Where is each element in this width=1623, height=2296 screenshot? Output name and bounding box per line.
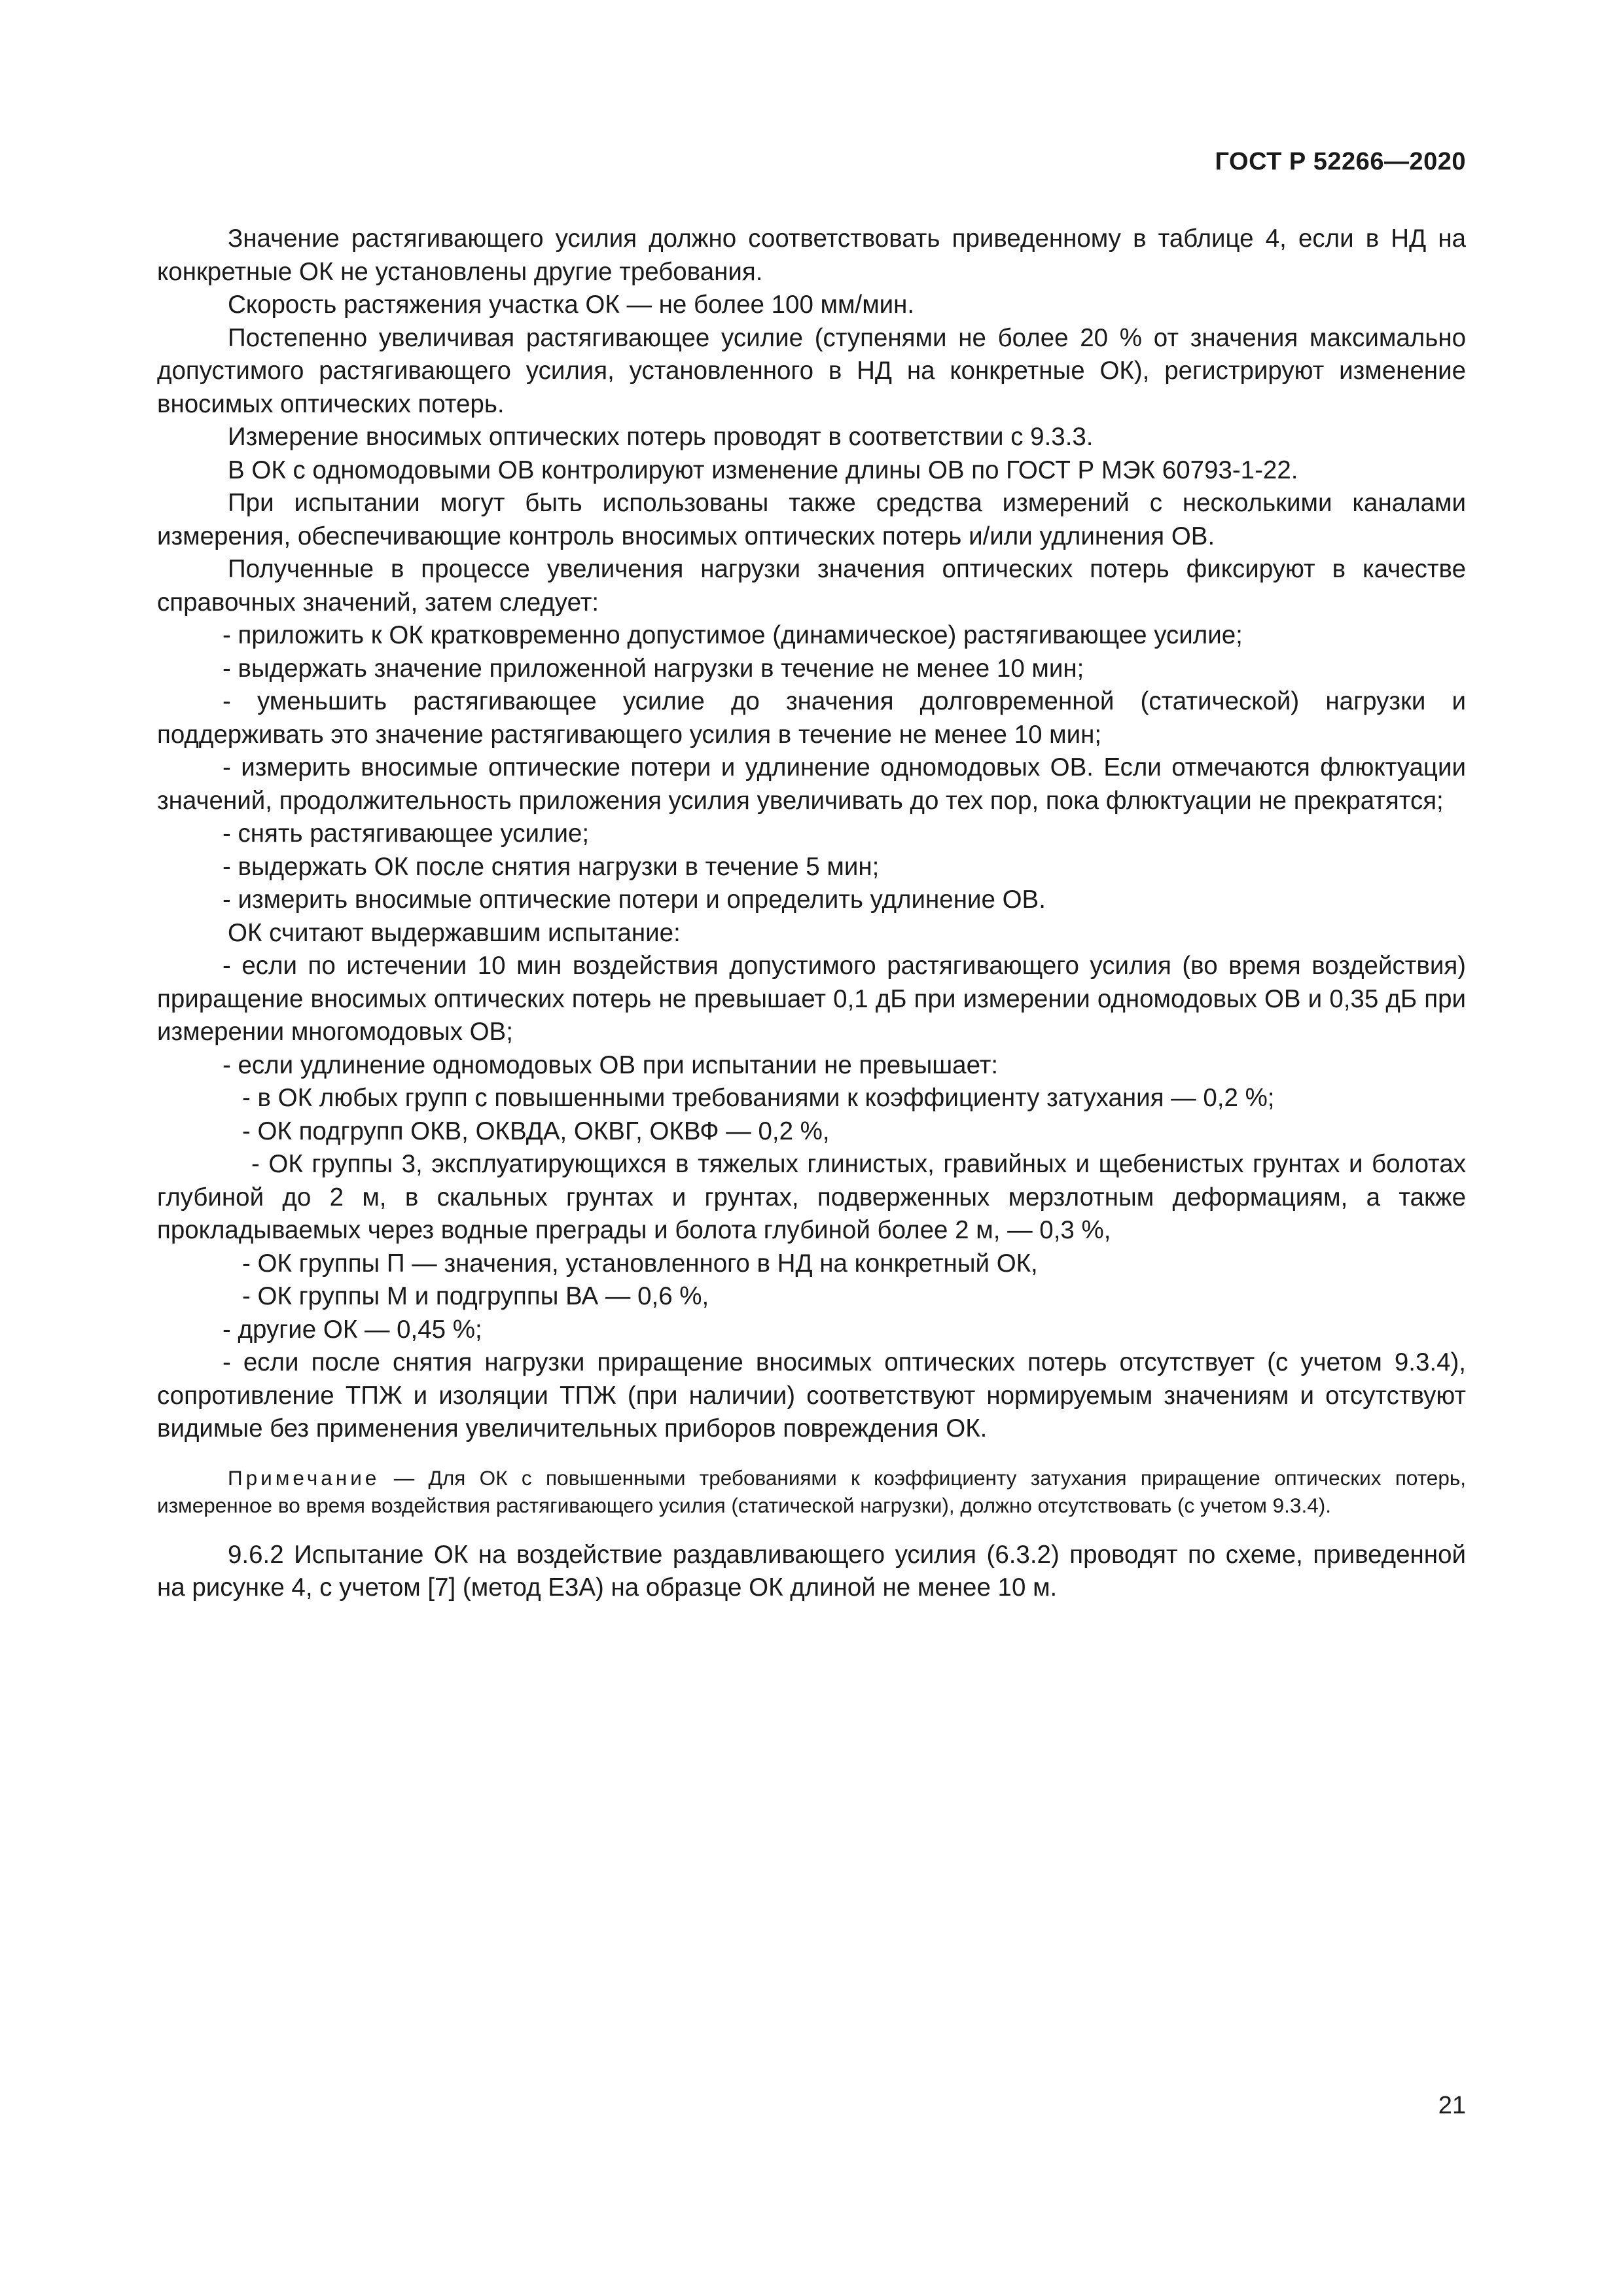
note-text: — Для ОК с повышенными требованиями к коэффициенту затухания приращение оптических потерь, измеренное во время воздействия растягивающего усилия (статической нагрузки), должно отсутствовать (с учетом 9.3.4). bbox=[157, 1465, 1466, 1517]
note-label: Примечание bbox=[228, 1465, 380, 1490]
section-9-6-2: 9.6.2 Испытание ОК на воздействие раздавливающего усилия (6.3.2) проводят по схеме, приведенной на рисунке 4, с учетом [7] (метод E3A) на образце ОК длиной не менее 10 м. bbox=[157, 1540, 1466, 1602]
paragraph: В ОК с одномодовыми ОВ контролируют изменение длины ОВ по ГОСТ Р МЭК 60793-1-22. bbox=[228, 456, 1298, 484]
sub-list-item: - ОК подгрупп ОКВ, ОКВДА, ОКВГ, ОКВФ — 0,2 %, bbox=[242, 1117, 830, 1145]
list-item: - приложить к ОК кратковременно допустимое (динамическое) растягивающее усилие; bbox=[223, 621, 1243, 649]
sub-list-item: - ОК группы П — значения, установленного в НД на конкретный ОК, bbox=[242, 1249, 1038, 1278]
sub-list-item: - ОК группы М и подгруппы ВА — 0,6 %, bbox=[242, 1282, 709, 1310]
page-number: 21 bbox=[1438, 2092, 1466, 2119]
sub-list-item: - в ОК любых групп с повышенными требованиями к коэффициенту затухания — 0,2 %; bbox=[242, 1084, 1275, 1112]
list-item: - если после снятия нагрузки приращение вносимых оптических потерь отсутствует (с учетом 9.3.4), сопротивление ТПЖ и изоляции ТПЖ (при наличии) соответствуют нормируемым значениям и отсутствуют видимые без применения увеличительных приборов повреждения ОК. bbox=[157, 1348, 1466, 1443]
paragraph: Полученные в процессе увеличения нагрузки значения оптических потерь фиксируют в качестве справочных значений, затем следует: bbox=[157, 555, 1466, 617]
list-item: - выдержать значение приложенной нагрузки в течение не менее 10 мин; bbox=[223, 654, 1084, 683]
list-item: - если удлинение одномодовых ОВ при испытании не превышает: bbox=[223, 1050, 999, 1079]
document-body bbox=[157, 223, 1466, 1605]
list-item: - снять растягивающее усилие; bbox=[223, 819, 590, 848]
list-item: - измерить вносимые оптические потери и определить удлинение ОВ. bbox=[223, 886, 1046, 914]
note bbox=[157, 1464, 1466, 1519]
document-header: ГОСТ Р 52266—2020 bbox=[1215, 148, 1466, 175]
list-item: - если по истечении 10 мин воздействия допустимого растягивающего усилия (во время воздействия) приращение вносимых оптических потерь не превышает 0,1 дБ при измерении одномодовых ОВ и 0,35 дБ при измерении многомодовых ОВ; bbox=[157, 952, 1466, 1046]
paragraph: Скорость растяжения участка ОК — не более 100 мм/мин. bbox=[228, 291, 915, 319]
paragraph: При испытании могут быть использованы также средства измерений с несколькими каналами измерения, обеспечивающие контроль вносимых оптических потерь и/или удлинения ОВ. bbox=[157, 489, 1466, 550]
list-item: - уменьшить растягивающее усилие до значения долговременной (статической) нагрузки и поддерживать это значение растягивающего усилия в течение не менее 10 мин; bbox=[157, 687, 1466, 749]
list-item: - другие ОК — 0,45 %; bbox=[223, 1315, 482, 1344]
sub-list-item: - ОК группы 3, эксплуатирующихся в тяжелых глинистых, гравийных и щебенистых грунтах и болотах глубиной до 2 м, в скальных грунтах и грунтах, подверженных мерзлотным деформациям, а также прокладываемых через водные преграды и болота глубиной более 2 м, — 0,3 %, bbox=[157, 1150, 1466, 1244]
paragraph: Значение растягивающего усилия должно соответствовать приведенному в таблице 4, если в НД на конкретные ОК не установлены другие требования. bbox=[157, 224, 1466, 286]
paragraph: ОК считают выдержавшим испытание: bbox=[228, 918, 681, 947]
paragraph: Постепенно увеличивая растягивающее усилие (ступенями не более 20 % от значения максимально допустимого растягивающего усилия, установленного в НД на конкретные ОК), регистрируют изменение вносимых оптических потерь. bbox=[157, 323, 1466, 418]
list-item: - выдержать ОК после снятия нагрузки в течение 5 мин; bbox=[223, 852, 880, 881]
list-item: - измерить вносимые оптические потери и удлинение одномодовых ОВ. Если отмечаются флюктуации значений, продолжительность приложения усилия увеличивать до тех пор, пока флюктуации не прекратятся; bbox=[157, 753, 1466, 815]
paragraph: Измерение вносимых оптических потерь проводят в соответствии с 9.3.3. bbox=[228, 423, 1094, 451]
